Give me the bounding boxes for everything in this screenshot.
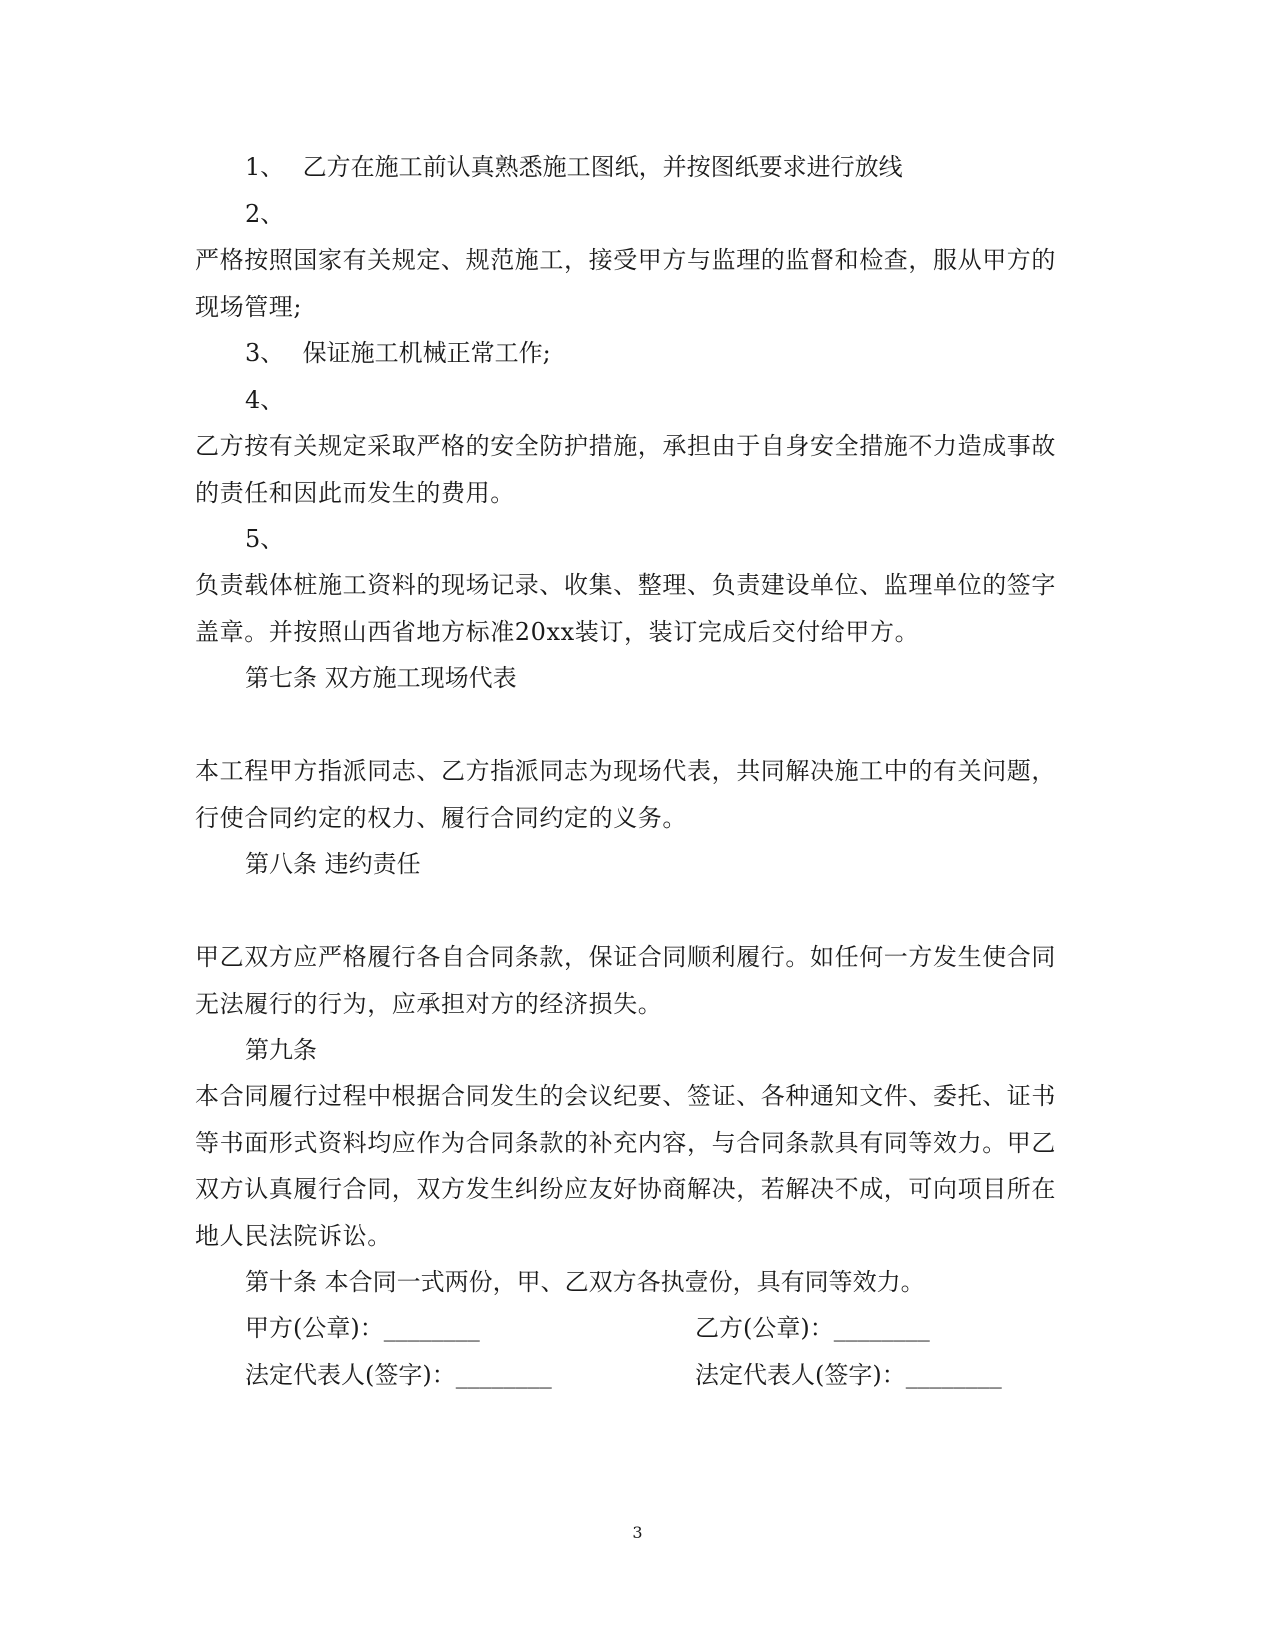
clause-number: 5、 [245, 525, 285, 553]
clause-text: 乙方在施工前认真熟悉施工图纸，并按图纸要求进行放线 [302, 153, 903, 181]
article-heading: 第九条 [245, 1036, 317, 1064]
paragraph-line: 负责载体桩施工资料的现场记录、收集、整理、负责建设单位、监理单位的签字 [195, 571, 1056, 599]
party-a-representative-field: 法定代表人(签字)：________ [245, 1361, 552, 1389]
article-heading: 第八条 违约责任 [245, 850, 421, 878]
paragraph-line: 无法履行的行为，应承担对方的经济损失。 [195, 990, 663, 1018]
paragraph-line: 等书面形式资料均应作为合同条款的补充内容，与合同条款具有同等效力。甲乙 [195, 1129, 1056, 1157]
clause-item-4 [245, 385, 295, 415]
party-a-seal-field: 甲方(公章)：________ [245, 1314, 480, 1342]
paragraph-line: 本合同履行过程中根据合同发生的会议纪要、签证、各种通知文件、委托、证书 [195, 1082, 1056, 1110]
paragraph-line: 甲乙双方应严格履行各自合同条款，保证合同顺利履行。如任何一方发生使合同 [195, 943, 1056, 971]
paragraph-line: 乙方按有关规定采取严格的安全防护措施，承担由于自身安全措施不力造成事故 [195, 432, 1056, 460]
party-b-seal-field: 乙方(公章)：________ [695, 1314, 930, 1342]
clause-number: 2、 [245, 200, 285, 228]
paragraph-line: 盖章。并按照山西省地方标准20xx装订，装订完成后交付给甲方。 [195, 618, 920, 646]
clause-item-3 [245, 338, 551, 368]
paragraph-line: 现场管理; [195, 293, 303, 321]
clause-item-1 [245, 152, 903, 182]
page-number: 3 [632, 1523, 643, 1542]
clause-item-5 [245, 524, 295, 554]
article-10-text: 第十条 本合同一式两份，甲、乙双方各执壹份，具有同等效力。 [245, 1268, 925, 1296]
party-b-representative-field: 法定代表人(签字)：________ [695, 1361, 1002, 1389]
clause-number: 4、 [245, 386, 285, 414]
paragraph-line: 严格按照国家有关规定、规范施工，接受甲方与监理的监督和检查，服从甲方的 [195, 246, 1056, 274]
clause-text: 保证施工机械正常工作; [302, 339, 551, 367]
paragraph-line: 地人民法院诉讼。 [195, 1222, 392, 1250]
article-heading: 第七条 双方施工现场代表 [245, 664, 517, 692]
paragraph-line: 行使合同约定的权力、履行合同约定的义务。 [195, 804, 687, 832]
clause-number: 3、 [245, 339, 285, 367]
clause-number: 1、 [245, 153, 285, 181]
clause-item-2 [245, 199, 295, 229]
paragraph-line: 的责任和因此而发生的费用。 [195, 479, 515, 507]
paragraph-line: 本工程甲方指派同志、乙方指派同志为现场代表，共同解决施工中的有关问题， [195, 757, 1056, 785]
paragraph-line: 双方认真履行合同，双方发生纠纷应友好协商解决，若解决不成，可向项目所在 [195, 1175, 1056, 1203]
